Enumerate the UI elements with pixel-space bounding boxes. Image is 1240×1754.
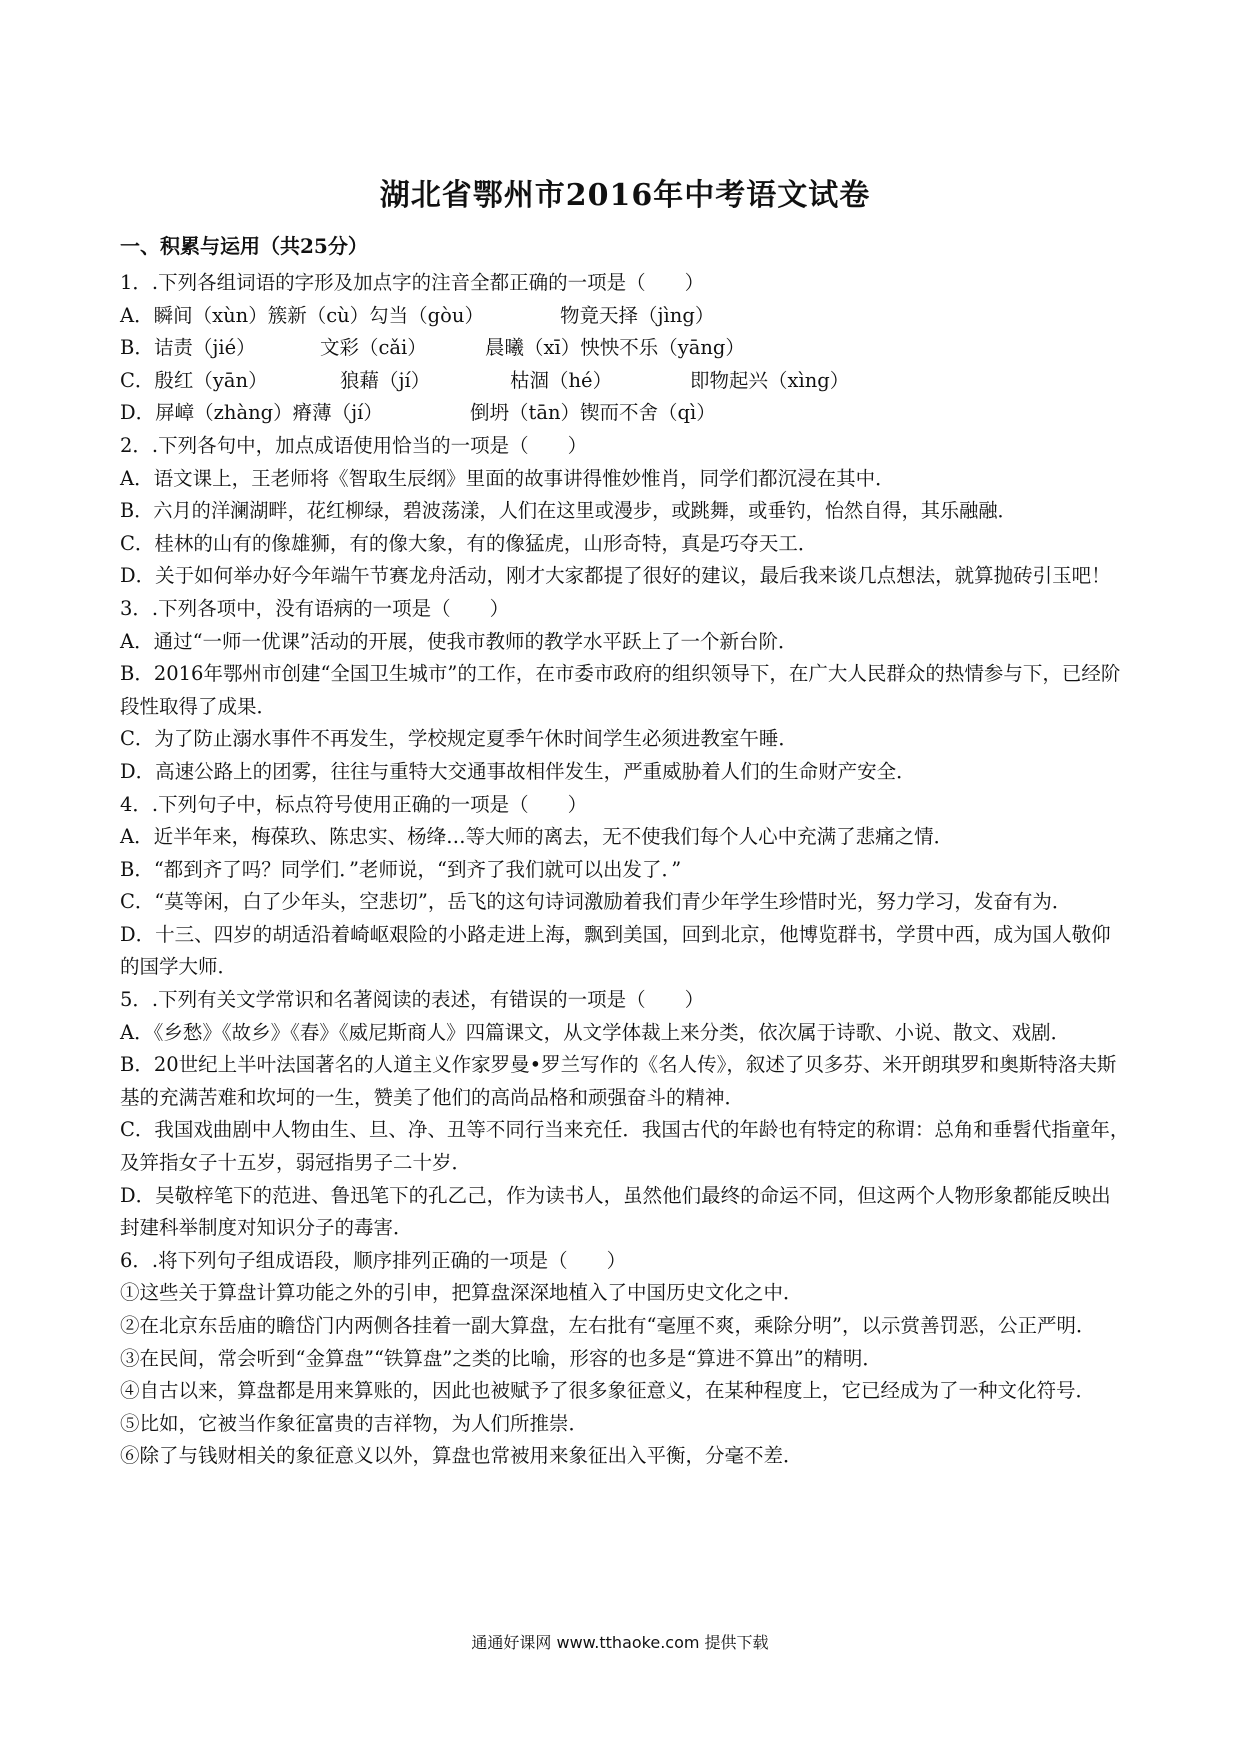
sentence-5: ⑤比如，它被当作象征富贵的吉祥物，为人们所推崇． xyxy=(120,1411,589,1435)
page-title: 湖北省鄂州市2016年中考语文试卷 xyxy=(379,178,871,213)
question-stem: 1．.下列各组词语的字形及加点字的注音全都正确的一项是（ ） xyxy=(120,271,705,294)
option-a: A．近半年来，梅葆玖、陈忠实、杨绛…等大师的离去，无不使我们每个人心中充满了悲痛之情． xyxy=(120,825,954,849)
question-1 xyxy=(120,267,1130,430)
option-a: A．语文课上，王老师将《智取生辰纲》里面的故事讲得惟妙惟肖，同学们都沉浸在其中． xyxy=(120,466,895,490)
option-b: B．2016年鄂州市创建“全国卫生城市”的工作，在市委市政府的组织领导下，在广大人民群众的热情参与下，已经阶段性取得了成果． xyxy=(120,662,1121,718)
option-a: A．通过“一师一优课”活动的开展，使我市教师的教学水平跃上了一个新台阶． xyxy=(120,629,798,653)
option-b: B．“都到齐了吗？同学们．”老师说，“到齐了我们就可以出发了．” xyxy=(120,857,682,881)
option-c: C．桂林的山有的像雄狮，有的像大象，有的像猛虎，山形奇特，真是巧夺天工． xyxy=(120,531,818,555)
page-footer: 通通好课网 www.tthaoke.com 提供下载 xyxy=(471,1633,769,1652)
question-stem: 2．.下列各句中，加点成语使用恰当的一项是（ ） xyxy=(120,433,588,457)
option-d: D．十三、四岁的胡适沿着崎岖艰险的小路走进上海，飘到美国，回到北京，他博览群书，学贯中西，成为国人敬仰的国学大师． xyxy=(120,922,1111,979)
sentence-4: ④自古以来，算盘都是用来算账的，因此也被赋予了很多象征意义，在某种程度上，它已经成为了一种文化符号． xyxy=(120,1379,1096,1403)
option-c: C．殷红（yān） 狼藉（jí） 枯涸（hé） 即物起兴（xìng） xyxy=(120,368,850,392)
question-4 xyxy=(120,789,1130,985)
sentence-3: ③在民间，常会听到“金算盘”“铁算盘”之类的比喻，形容的也多是“算进不算出”的精明． xyxy=(120,1346,882,1370)
option-c: C．为了防止溺水事件不再发生，学校规定夏季午休时间学生必须进教室午睡． xyxy=(120,727,798,751)
option-b: B．20世纪上半叶法国著名的人道主义作家罗曼•罗兰写作的《名人传》，叙述了贝多芬、米开朗琪罗和奥斯特洛夫斯基的充满苦难和坎坷的一生，赞美了他们的高尚品格和顽强奋斗的精神． xyxy=(120,1053,1117,1109)
question-2 xyxy=(120,430,1130,593)
question-5 xyxy=(120,984,1130,1245)
option-b: B．诘责（jié） 文彩（cǎi） 晨曦（xī）怏怏不乐（yāng） xyxy=(120,336,745,360)
question-3 xyxy=(120,593,1130,789)
option-c: C．我国戏曲剧中人物由生、旦、净、丑等不同行当来充任．我国古代的年龄也有特定的称谓：总角和垂髫代指童年，及笄指女子十五岁，弱冠指男子二十岁． xyxy=(120,1118,1130,1175)
question-stem: 5．.下列有关文学常识和名著阅读的表述，有错误的一项是（ ） xyxy=(120,988,705,1012)
option-d: D．关于如何举办好今年端午节赛龙舟活动，刚才大家都提了很好的建议，最后我来谈几点想法，就算抛砖引玉吧！ xyxy=(120,564,1111,588)
option-d: D．高速公路上的团雾，往往与重特大交通事故相伴发生，严重威胁着人们的生命财产安全． xyxy=(120,759,916,783)
sentence-1: ①这些关于算盘计算功能之外的引申，把算盘深深地植入了中国历史文化之中． xyxy=(120,1281,803,1305)
section-heading: 一、积累与运用（共25分） xyxy=(120,234,368,258)
option-d: D．屏嶂（zhàng）瘠薄（jí） 倒坍（tān）锲而不舍（qì） xyxy=(120,401,716,425)
question-stem: 3．.下列各项中，没有语病的一项是（ ） xyxy=(120,596,510,620)
option-a: A．瞬间（xùn）簇新（cù）勾当（gòu） 物竟天择（jìng） xyxy=(120,303,715,327)
question-stem: 6．.将下列句子组成语段，顺序排列正确的一项是（ ） xyxy=(120,1248,627,1272)
option-d: D．吴敬梓笔下的范进、鲁迅笔下的孔乙己，作为读书人，虽然他们最终的命运不同，但这两个人物形象都能反映出封建科举制度对知识分子的毒害． xyxy=(120,1183,1111,1240)
option-b: B．六月的洋澜湖畔，花红柳绿，碧波荡漾，人们在这里或漫步，或跳舞，或垂钓，怡然自得，其乐融融． xyxy=(120,499,1017,523)
sentence-2: ②在北京东岳庙的瞻岱门内两侧各挂着一副大算盘，左右批有“毫厘不爽，乘除分明”，以示赏善罚恶，公正严明． xyxy=(120,1314,1096,1337)
sentence-6: ⑥除了与钱财相关的象征意义以外，算盘也常被用来象征出入平衡，分毫不差． xyxy=(120,1444,803,1468)
question-stem: 4．.下列句子中，标点符号使用正确的一项是（ ） xyxy=(120,792,588,816)
option-c: C．“莫等闲，白了少年头，空悲切”，岳飞的这句诗词激励着我们青少年学生珍惜时光，努力学习，发奋有为． xyxy=(120,890,1072,914)
option-a: A．《乡愁》《故乡》《春》《威尼斯商人》四篇课文，从文学体裁上来分类，依次属于诗歌、小说、散文、戏剧． xyxy=(120,1020,1071,1044)
exam-page xyxy=(120,170,1130,1473)
question-6 xyxy=(120,1245,1130,1473)
